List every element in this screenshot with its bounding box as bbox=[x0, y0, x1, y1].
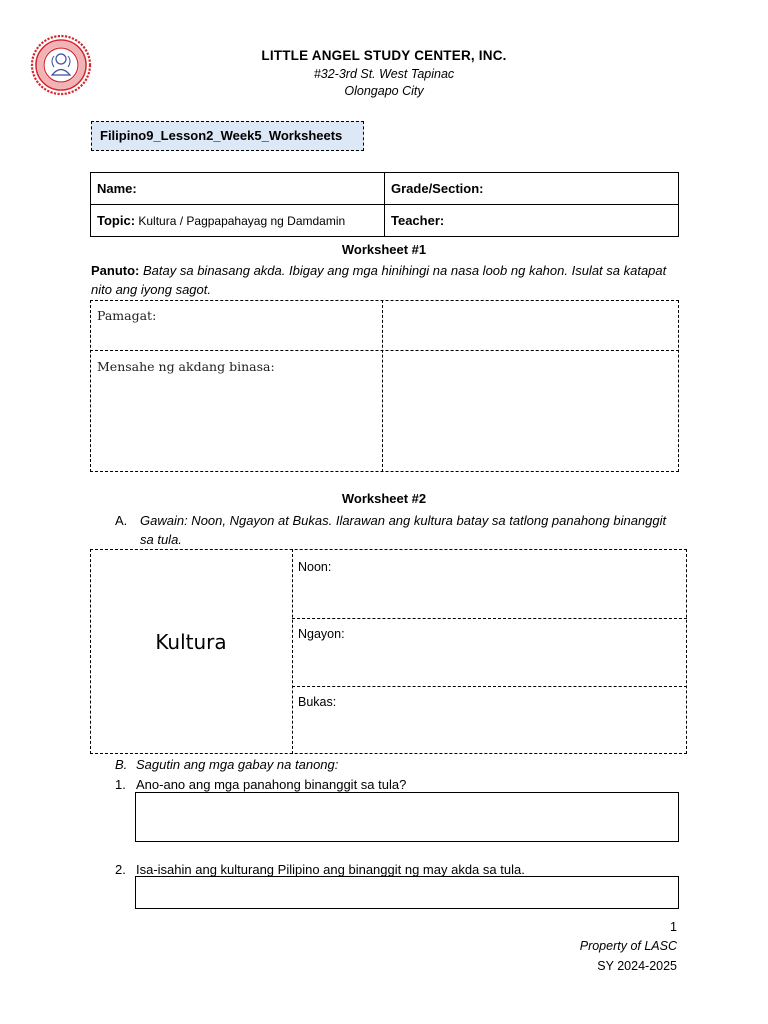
part-a-label: A. bbox=[115, 513, 128, 528]
worksheet-1-divider-horizontal bbox=[90, 350, 679, 351]
question-1-number: 1. bbox=[115, 777, 126, 792]
school-name: LITTLE ANGEL STUDY CENTER, INC. bbox=[261, 48, 507, 63]
noon-label: Noon: bbox=[298, 560, 332, 574]
ngayon-answer-field[interactable] bbox=[296, 645, 684, 683]
worksheet-1-heading: Worksheet #1 bbox=[341, 242, 427, 257]
worksheet-1-divider-vertical bbox=[382, 300, 383, 472]
topic-value: Kultura / Pagpapahayag ng Damdamin bbox=[135, 214, 346, 228]
pamagat-label: Pamagat: bbox=[97, 308, 157, 323]
kultura-divider-vertical bbox=[292, 549, 293, 754]
part-a-text: Gawain: Noon, Ngayon at Bukas. Ilarawan ang kultura batay sa tatlong panahong binanggit sa tula. bbox=[140, 513, 667, 547]
question-2-number: 2. bbox=[115, 862, 126, 877]
page-number: 1 bbox=[670, 920, 677, 934]
mensahe-label: Mensahe ng akdang binasa: bbox=[97, 359, 275, 374]
pamagat-answer-field[interactable] bbox=[386, 303, 676, 348]
question-1-text: Ano-ano ang mga panahong binanggit sa tula? bbox=[136, 777, 407, 792]
kultura-divider-1 bbox=[292, 618, 687, 619]
part-b-text: Sagutin ang mga gabay na tanong: bbox=[136, 757, 339, 772]
topic-label: Topic: bbox=[97, 213, 136, 228]
address-line-2: Olongapo City bbox=[344, 84, 424, 98]
student-info-table bbox=[90, 172, 679, 237]
panuto-instructions bbox=[91, 261, 681, 299]
kultura-divider-2 bbox=[292, 686, 687, 687]
school-year: SY 2024-2025 bbox=[597, 959, 677, 973]
question-2-answer-box[interactable] bbox=[135, 876, 679, 909]
bukas-label: Bukas: bbox=[298, 695, 337, 709]
question-1-answer-box[interactable] bbox=[135, 792, 679, 842]
panuto-label: Panuto: bbox=[91, 263, 140, 278]
grade-section-label: Grade/Section: bbox=[385, 173, 679, 205]
noon-answer-field[interactable] bbox=[296, 578, 684, 616]
topic-cell bbox=[91, 205, 385, 237]
bukas-answer-field[interactable] bbox=[296, 713, 684, 751]
kultura-center-word: Kultura bbox=[155, 630, 227, 654]
mensahe-answer-field[interactable] bbox=[386, 354, 676, 468]
panuto-text: Batay sa binasang akda. Ibigay ang mga hinihingi na nasa loob ng kahon. Isulat sa katapat nito ang iyong sagot. bbox=[91, 263, 667, 297]
ngayon-label: Ngayon: bbox=[298, 627, 345, 641]
teacher-label: Teacher: bbox=[385, 205, 679, 237]
worksheet-title: Filipino9_Lesson2_Week5_Worksheets bbox=[91, 121, 364, 151]
worksheet-2-heading: Worksheet #2 bbox=[341, 491, 427, 506]
question-2-text: Isa-isahin ang kulturang Pilipino ang binanggit ng may akda sa tula. bbox=[136, 862, 525, 877]
name-label: Name: bbox=[91, 173, 385, 205]
part-b-label: B. bbox=[115, 757, 128, 772]
property-note: Property of LASC bbox=[579, 939, 677, 953]
address-line-1: #32-3rd St. West Tapinac bbox=[313, 67, 455, 81]
